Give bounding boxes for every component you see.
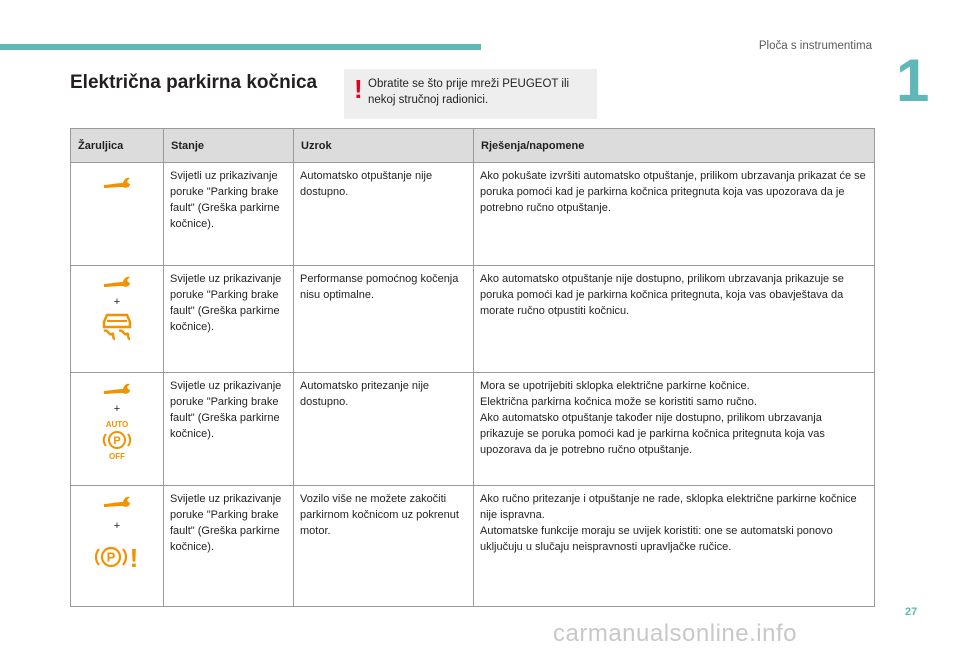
table-header-row xyxy=(71,129,875,163)
solution-cell xyxy=(474,373,875,486)
wrench-icon xyxy=(102,494,132,512)
lamp-cell xyxy=(71,266,164,373)
cause-cell: Vozilo više ne možete zakočiti parkirnom kočnicom uz pokrenut motor. xyxy=(294,486,474,607)
plus-sign: + xyxy=(113,520,121,532)
header-accent-bar xyxy=(0,44,481,50)
column-header: Rješenja/napomene xyxy=(474,129,875,163)
column-header: Uzrok xyxy=(294,129,474,163)
state-cell: Svijetle uz prikazivanje poruke "Parking brake fault" (Greška parkirne kočnice). xyxy=(164,373,294,486)
table-row xyxy=(71,486,875,607)
plus-sign: + xyxy=(113,296,121,308)
solution-line: Električna parkirna kočnica može se koristiti samo ručno. xyxy=(480,396,757,408)
table-row xyxy=(71,266,875,373)
solution-line: Ako automatsko otpuštanje nije dostupno, prilikom ubrzavanja prikazuje se poruka pomoći kad je parkirna kočnica pritegnuta, koja vas obavještava da morate ručno otpustiti kočnicu. xyxy=(480,273,844,317)
chapter-number: 1 xyxy=(896,47,930,114)
warning-lamp-table xyxy=(70,128,875,607)
svg-text:P: P xyxy=(113,435,121,447)
solution-line: Mora se upotrijebiti sklopka električne parkirne kočnice. xyxy=(480,380,750,392)
solution-cell xyxy=(474,163,875,266)
table-row xyxy=(71,163,875,266)
lamp-cell xyxy=(71,163,164,266)
skid-icon xyxy=(100,312,134,342)
watermark: carmanualsonline.info xyxy=(553,620,797,647)
table-row xyxy=(71,373,875,486)
svg-text:OFF: OFF xyxy=(109,452,125,461)
wrench-icon xyxy=(102,381,132,399)
parking-brake-warning-icon xyxy=(95,543,139,571)
column-header: Žaruljica xyxy=(71,129,164,163)
solution-line: Ako pokušate izvršiti automatsko otpuštanje, prilikom ubrzavanja prikazat će se poruka pomoći kad je parkirna kočnica pritegnuta koja vas upozorava da je potrebno ručno otpuštanje. xyxy=(480,170,866,214)
auto-p-off-icon xyxy=(100,419,134,461)
notice-text: Obratite se što prije mreži PEUGEOT ili nekoj stručnoj radionici. xyxy=(368,78,570,106)
lamp-cell xyxy=(71,373,164,486)
solution-line: Ako automatsko otpuštanje također nije dostupno, prilikom ubrzavanja prikazuje se poruka pomoći kad je parkirna kočnica pritegnuta koja vas upozorava da je potrebno ručno otpuštanje. xyxy=(480,412,825,456)
svg-text:AUTO: AUTO xyxy=(105,420,129,429)
svg-text:!: ! xyxy=(129,543,139,571)
svg-text:P: P xyxy=(106,549,116,565)
cause-cell: Automatsko otpuštanje nije dostupno. xyxy=(294,163,474,266)
state-cell: Svijetli uz prikazivanje poruke "Parking brake fault" (Greška parkirne kočnice). xyxy=(164,163,294,266)
solution-cell xyxy=(474,486,875,607)
chapter-title: Ploča s instrumentima xyxy=(758,40,872,52)
lamp-cell xyxy=(71,486,164,607)
exclamation-icon: ! xyxy=(354,74,363,104)
solution-cell xyxy=(474,266,875,373)
wrench-icon xyxy=(102,274,132,292)
solution-line: Ako ručno pritezanje i otpuštanje ne rade, sklopka električne parkirne kočnice nije ispravna. xyxy=(480,493,857,521)
section-title: Električna parkirna kočnica xyxy=(70,72,318,93)
column-header: Stanje xyxy=(164,129,294,163)
wrench-icon xyxy=(102,175,132,193)
state-cell: Svijetle uz prikazivanje poruke "Parking brake fault" (Greška parkirne kočnice). xyxy=(164,266,294,373)
page-number: 27 xyxy=(905,606,918,618)
notice-box xyxy=(344,69,597,119)
state-cell: Svijetle uz prikazivanje poruke "Parking brake fault" (Greška parkirne kočnice). xyxy=(164,486,294,607)
plus-sign: + xyxy=(113,403,121,415)
cause-cell: Performanse pomoćnog kočenja nisu optimalne. xyxy=(294,266,474,373)
solution-line: Automatske funkcije moraju se uvijek koristiti: one se automatski ponovo uključuju u slučaju neispravnosti upravljačke ručice. xyxy=(480,525,833,553)
cause-cell: Automatsko pritezanje nije dostupno. xyxy=(294,373,474,486)
